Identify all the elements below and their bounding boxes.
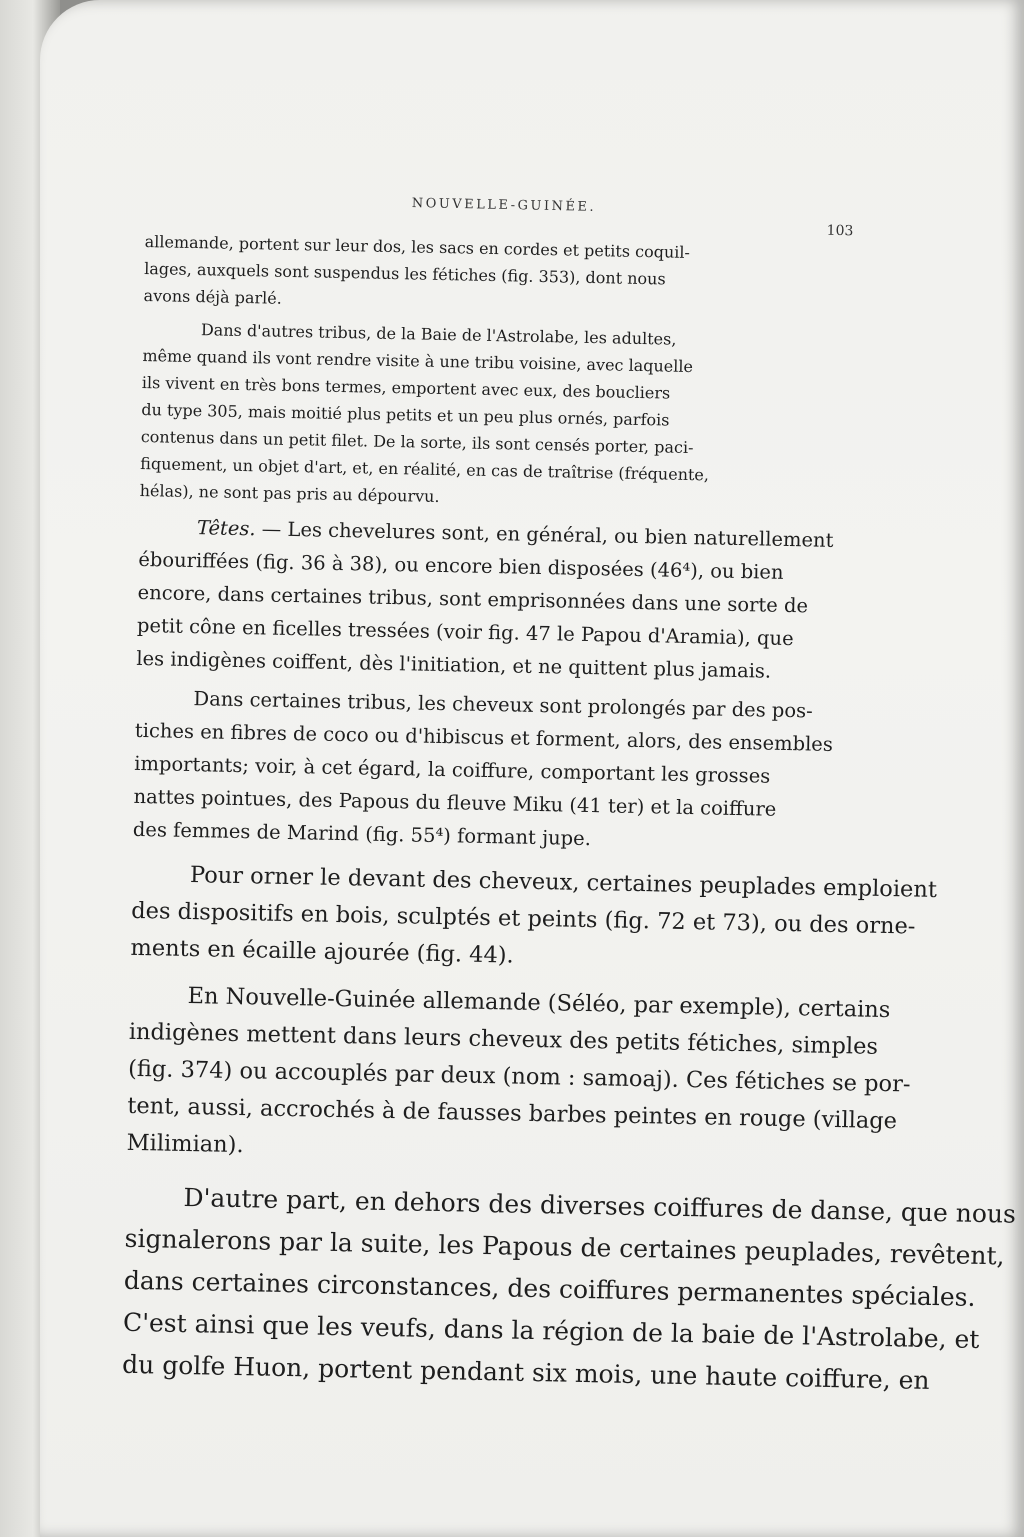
text-line: des dispositifs en bois, sculptés et peints (fig. 72 et 73), ou des orne- [131,897,916,940]
text-line: petit cône en ficelles tressées (voir fig. 47 le Papou d'Aramia), que [136,613,794,651]
text-line: Têtes. — Les chevelures sont, en général, ou bien naturellement [196,516,834,552]
text-line: (fig. 374) ou accouplés par deux (nom : samoaj). Ces fétiches se por- [127,1055,911,1098]
text-line: ébouriffées (fig. 36 à 38), ou encore bien disposées (46⁴), ou bien [138,547,784,584]
previous-page-text-fragment [2,78,26,81]
text-line: encore, dans certaines tribus, sont emprisonnées dans une sorte de [137,580,809,618]
text-line: du golfe Huon, portent pendant six mois, une haute coiffure, en [121,1349,930,1395]
text-line: Dans certaines tribus, les cheveux sont prolongés par des pos- [193,687,813,723]
text-line: du type 305, mais moitié plus petits et un peu plus ornés, parfois [141,399,670,430]
text-line: D'autre part, en dehors des diverses coiffures de danse, que nous [183,1182,1017,1229]
text-line: contenus dans un petit filet. De la sorte, ils sont censés porter, paci- [140,426,694,458]
text-line: nattes pointues, des Papous du fleuve Miku (41 ter) et la coiffure [133,784,777,821]
text-line: ils vivent en très bons termes, emportent avec eux, des boucliers [141,372,671,403]
page-number: 103 [826,222,854,240]
text-line: tiches en fibres de coco ou d'hibiscus et forment, alors, des ensembles [134,718,834,756]
text-line: En Nouvelle-Guinée allemande (Séléo, par exemple), certains [187,983,891,1024]
text-line: allemande, portent sur leur dos, les sacs en cordes et petits coquil- [144,231,691,262]
text-line: ments en écaille ajourée (fig. 44). [130,934,514,969]
text-line: fiquement, un objet d'art, et, en réalité, en cas de traîtrise (fréquente, [140,453,710,485]
text-line: même quand ils vont rendre visite à une tribu voisine, avec laquelle [142,345,694,377]
text-line: indigènes mettent dans leurs cheveux des petits fétiches, simples [128,1018,879,1060]
text-line: Pour orner le devant des cheveux, certaines peuplades emploient [189,862,938,904]
text-line: tent, aussi, accrochés à de fausses barbes peintes en rouge (village [127,1092,898,1135]
text-line: des femmes de Marind (fig. 55⁴) formant jupe. [132,817,592,851]
text-line: Milimian). [126,1129,244,1159]
text-line: dans certaines circonstances, des coiffures permanentes spéciales. [123,1265,976,1312]
text-line: C'est ainsi que les veufs, dans la région de la baie de l'Astrolabe, et [122,1307,980,1354]
text-line: Dans d'autres tribus, de la Baie de l'Astrolabe, les adultes, [200,320,677,349]
text-line: hélas), ne sont pas pris au dépourvu. [139,480,440,506]
text-line: importants; voir, à cet égard, la coiffure, comportant les grosses [134,751,771,788]
text-line: signalerons par la suite, les Papous de certaines peuplades, revêtent, [124,1223,1005,1271]
body-text [121,228,1017,1400]
text-line: lages, auxquels sont suspendus les fétiches (fig. 353), dont nous [143,258,666,289]
text-line: les indigènes coiffent, dès l'initiation, et ne quittent plus jamais. [136,646,772,683]
text-line: avons déjà parlé. [143,285,283,308]
running-title: NOUVELLE-GUINÉE. [411,196,597,215]
